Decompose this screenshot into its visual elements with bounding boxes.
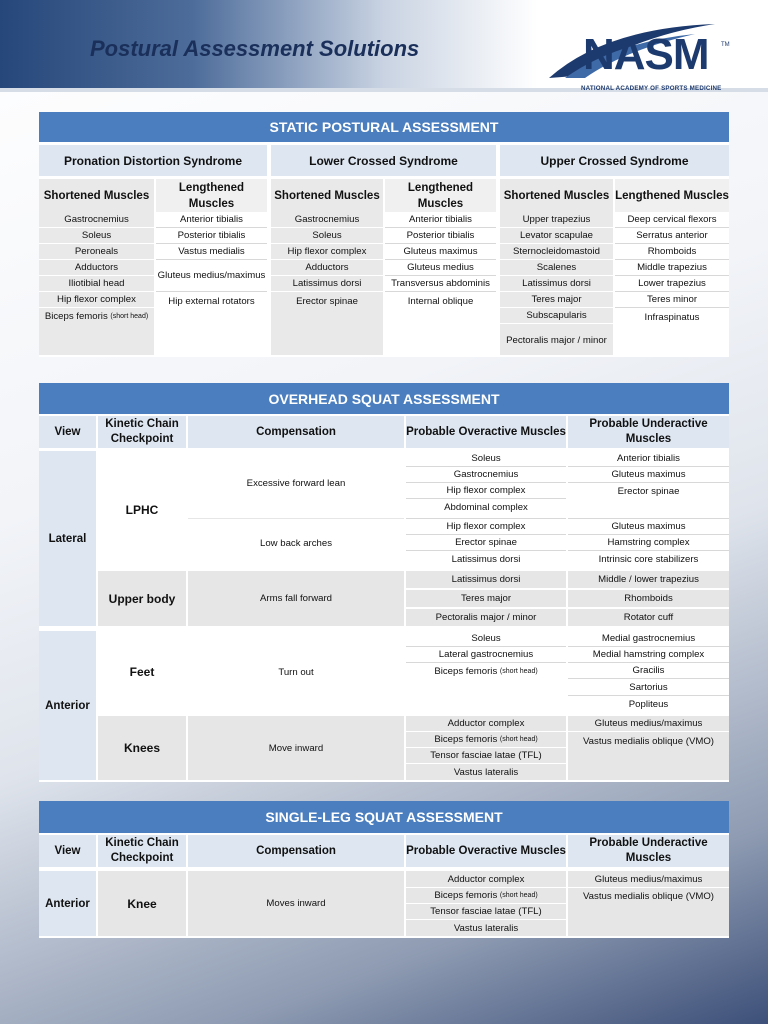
list-item: Pectoralis major / minor xyxy=(406,609,566,626)
list-item: Vastus lateralis xyxy=(406,764,566,780)
sls-title: SINGLE-LEG SQUAT ASSESSMENT xyxy=(39,801,729,833)
list-item xyxy=(406,663,566,679)
list-item: Erector spinae xyxy=(406,535,566,551)
list-item: Erector spinae xyxy=(617,485,680,497)
list-item: Soleus xyxy=(406,631,566,647)
list-item: Vastus medialis oblique (VMO) xyxy=(583,890,714,902)
ohs-overactive-header: Probable Overactive Muscles xyxy=(406,416,566,448)
list-item xyxy=(406,732,566,748)
ohs-view-header: View xyxy=(39,416,96,448)
list-item-text: Biceps femoris xyxy=(434,734,498,745)
list-item: Abdominal complex xyxy=(444,501,528,513)
list-item: Gluteus medius/maximus xyxy=(156,260,267,292)
sls-underactive-header: Probable Underactive Muscles xyxy=(568,835,729,867)
list-item xyxy=(406,888,566,904)
list-item: Anterior tibialis xyxy=(568,451,729,467)
list-item: Internal oblique xyxy=(407,295,474,307)
comp-turn-out: Turn out xyxy=(188,631,404,713)
list-item: Hip flexor complex xyxy=(271,244,383,260)
list-item: Adductors xyxy=(39,260,154,276)
list-item: Posterior tibialis xyxy=(385,228,496,244)
list-item: Gluteus medius xyxy=(385,260,496,276)
list-item: Soleus xyxy=(271,228,383,244)
list-item-text: Biceps femoris xyxy=(434,665,498,677)
list-item: Sartorius xyxy=(568,679,729,696)
logo-wordmark: NASM xyxy=(583,30,709,79)
list-item: Adductors xyxy=(271,260,383,276)
checkpoint-upper-body: Upper body xyxy=(98,571,186,626)
lcs-lengthened-header: Lengthened Muscles xyxy=(385,179,496,212)
list-item: Teres major xyxy=(406,590,566,608)
list-item: Anterior tibialis xyxy=(156,212,267,228)
list-item: Lower trapezius xyxy=(615,276,729,292)
list-item: Vastus medialis xyxy=(156,244,267,260)
comp-arms-fall-forward: Arms fall forward xyxy=(188,571,404,626)
checkpoint-knees: Knees xyxy=(98,716,186,780)
list-item: Gastrocnemius xyxy=(406,467,566,483)
ucs-lengthened-header: Lengthened Muscles xyxy=(615,179,729,212)
list-item: Hip external rotators xyxy=(168,295,255,307)
list-item: Gastrocnemius xyxy=(39,212,154,228)
page-title: Postural Assessment Solutions xyxy=(90,36,420,61)
list-item: Rhomboids xyxy=(615,244,729,260)
list-item: Erector spinae xyxy=(296,295,358,307)
list-item: Subscapularis xyxy=(500,308,613,324)
lcs-name: Lower Crossed Syndrome xyxy=(271,145,496,176)
view-lateral: Lateral xyxy=(39,451,96,626)
list-item: Latissimus dorsi xyxy=(451,554,521,565)
logo-subtitle: NATIONAL ACADEMY OF SPORTS MEDICINE xyxy=(581,85,722,92)
comp-low-back-arches: Low back arches xyxy=(188,518,404,568)
list-item: Tensor fasciae latae (TFL) xyxy=(406,904,566,920)
list-item: Latissimus dorsi xyxy=(271,276,383,292)
sls-view-header: View xyxy=(39,835,96,867)
list-item: Transversus abdominis xyxy=(385,276,496,292)
sls-checkpoint-header: Kinetic Chain Checkpoint xyxy=(98,835,186,867)
short-head-note: (short head) xyxy=(110,312,149,320)
sls-comp-moves-inward: Moves inward xyxy=(188,871,404,936)
lcs-shortened-header: Shortened Muscles xyxy=(271,179,383,212)
list-item: Gastrocnemius xyxy=(271,212,383,228)
list-item: Middle / lower trapezius xyxy=(568,571,729,589)
list-item: Medial hamstring complex xyxy=(568,647,729,663)
comp-move-inward: Move inward xyxy=(188,716,404,780)
list-item: Gluteus maximus xyxy=(385,244,496,260)
short-head-note: (short head) xyxy=(499,736,538,743)
list-item: Deep cervical flexors xyxy=(615,212,729,228)
static-title: STATIC POSTURAL ASSESSMENT xyxy=(39,112,729,142)
list-item: Gluteus medius/maximus xyxy=(568,716,729,732)
view-anterior: Anterior xyxy=(39,631,96,780)
list-item: Vastus medialis oblique (VMO) xyxy=(583,735,714,747)
list-item: Gracilis xyxy=(568,663,729,679)
list-item: Upper trapezius xyxy=(500,212,613,228)
pds-lengthened-header: Lengthened Muscles xyxy=(156,179,267,212)
ohs-underactive-header: Probable Underactive Muscles xyxy=(568,416,729,448)
sls-compensation-header: Compensation xyxy=(188,835,404,867)
list-item: Peroneals xyxy=(39,244,154,260)
sls-view-anterior: Anterior xyxy=(39,871,96,936)
logo-trademark: TM xyxy=(721,42,730,48)
ucs-name: Upper Crossed Syndrome xyxy=(500,145,729,176)
list-item: Anterior tibialis xyxy=(385,212,496,228)
list-item: Infraspinatus xyxy=(644,311,700,323)
list-item: Scalenes xyxy=(500,260,613,276)
ucs-shortened-header: Shortened Muscles xyxy=(500,179,613,212)
list-item: Hip flexor complex xyxy=(406,518,566,535)
list-item-text: Biceps femoris xyxy=(44,310,108,322)
sls-overactive-header: Probable Overactive Muscles xyxy=(406,835,566,867)
checkpoint-feet: Feet xyxy=(98,631,186,713)
ohs-title: OVERHEAD SQUAT ASSESSMENT xyxy=(39,383,729,414)
list-item: Gluteus maximus xyxy=(568,467,729,483)
list-item: Intrinsic core stabilizers xyxy=(598,554,699,565)
list-item: Pectoralis major / minor xyxy=(506,334,607,346)
list-item: Teres minor xyxy=(615,292,729,308)
list-item: Rhomboids xyxy=(568,590,729,608)
comp-forward-lean: Excessive forward lean xyxy=(188,451,404,515)
list-item: Medial gastrocnemius xyxy=(568,631,729,647)
list-item: Adductor complex xyxy=(406,716,566,732)
pds-shortened-header: Shortened Muscles xyxy=(39,179,154,212)
pds-name: Pronation Distortion Syndrome xyxy=(39,145,267,176)
list-item xyxy=(39,309,154,323)
short-head-note: (short head) xyxy=(499,892,538,899)
list-item: Latissimus dorsi xyxy=(406,571,566,589)
short-head-note: (short head) xyxy=(499,667,538,675)
list-item: Soleus xyxy=(39,228,154,244)
nasm-logo xyxy=(545,18,735,96)
sls-checkpoint-knee: Knee xyxy=(98,871,186,936)
list-item: Hip flexor complex xyxy=(39,292,154,308)
list-item: Levator scapulae xyxy=(500,228,613,244)
list-item: Gluteus medius/maximus xyxy=(568,871,729,888)
list-item: Gluteus maximus xyxy=(568,518,729,535)
list-item: Serratus anterior xyxy=(615,228,729,244)
list-item: Lateral gastrocnemius xyxy=(406,647,566,663)
list-item: Rotator cuff xyxy=(568,609,729,626)
checkpoint-lphc: LPHC xyxy=(98,451,186,568)
list-item: Sternocleidomastoid xyxy=(500,244,613,260)
ohs-checkpoint-header: Kinetic Chain Checkpoint xyxy=(98,416,186,448)
list-item: Iliotibial head xyxy=(39,276,154,292)
list-item: Hamstring complex xyxy=(568,535,729,551)
ohs-compensation-header: Compensation xyxy=(188,416,404,448)
list-item: Hip flexor complex xyxy=(406,483,566,499)
list-item: Posterior tibialis xyxy=(156,228,267,244)
list-item: Vastus lateralis xyxy=(406,920,566,936)
list-item: Soleus xyxy=(406,451,566,467)
list-item: Teres major xyxy=(500,292,613,308)
list-item: Popliteus xyxy=(628,699,669,710)
list-item-text: Biceps femoris xyxy=(434,890,498,901)
list-item: Tensor fasciae latae (TFL) xyxy=(406,748,566,764)
list-item: Middle trapezius xyxy=(615,260,729,276)
list-item: Adductor complex xyxy=(406,871,566,888)
list-item: Latissimus dorsi xyxy=(500,276,613,292)
